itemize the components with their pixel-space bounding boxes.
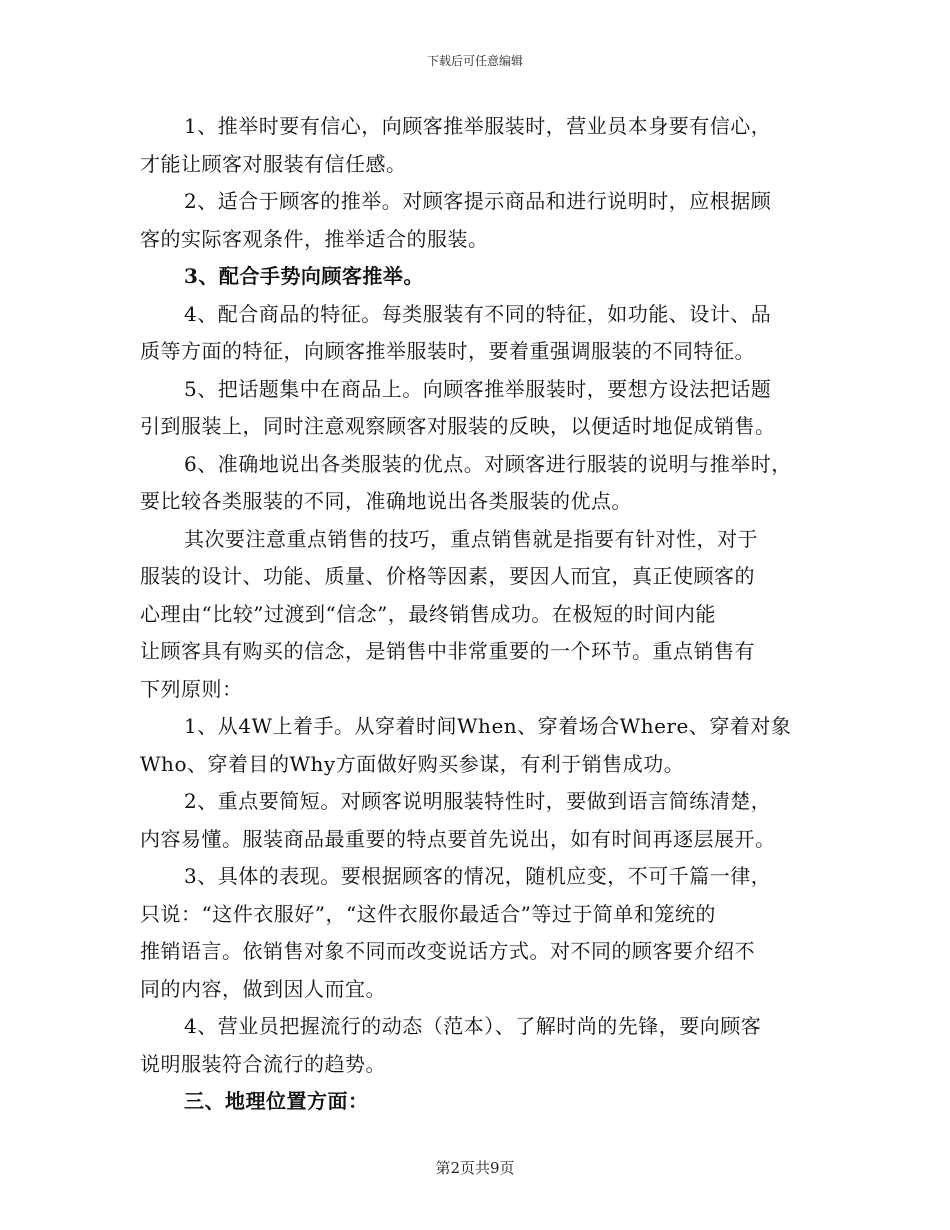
paragraph-line: 下列原则：	[140, 676, 243, 701]
paragraph-line: 推销语言。依销售对象不同而改变说话方式。对不同的顾客要介绍不	[140, 939, 755, 963]
paragraph-line: 才能让顾客对服装有信任感。	[140, 151, 407, 176]
page-number: 第2页共9页	[435, 1159, 515, 1177]
paragraph-line: 其次要注意重点销售的技巧，重点销售就是指要有针对性，对于	[184, 526, 758, 551]
paragraph-line: 让顾客具有购买的信念，是销售中非常重要的一个环节。重点销售有	[140, 639, 755, 663]
paragraph-line: 4、配合商品的特征。每类服装有不同的特征，如功能、设计、品	[184, 301, 772, 326]
paragraph-line: Who、穿着目的Why方面做好购买参谋，有利于销售成功。	[140, 751, 685, 776]
paragraph-line: 说明服装符合流行的趋势。	[140, 1051, 386, 1076]
paragraph-line: 只说：“这件衣服好”，“这件衣服你最适合”等过于简单和笼统的	[140, 901, 716, 926]
paragraph-line: 内容易懂。服装商品最重要的特点要首先说出，如有时间再逐层展开。	[140, 826, 776, 851]
paragraph-line: 4、营业员把握流行的动态（范本）、了解时尚的先锋，要向顾客	[184, 1014, 762, 1038]
paragraph-line: 服装的设计、功能、质量、价格等因素，要因人而宜，真正使顾客的	[140, 564, 755, 588]
paragraph-line: 质等方面的特征，向顾客推举服装时，要着重强调服装的不同特征。	[140, 339, 755, 363]
section-heading: 三、地理位置方面：	[184, 1089, 369, 1113]
paragraph-line: 客的实际客观条件，推举适合的服装。	[140, 226, 489, 251]
paragraph-line: 3、具体的表现。要根据顾客的情况，随机应变，不可千篇一律，	[184, 864, 772, 888]
paragraph-line: 要比较各类服装的不同，准确地说出各类服装的优点。	[140, 489, 632, 513]
paragraph-line: 1、从4W上着手。从穿着时间When、穿着场合Where、穿着对象	[184, 714, 792, 738]
paragraph-line: 5、把话题集中在商品上。向顾客推举服装时，要想方设法把话题	[184, 376, 772, 401]
paragraph-line: 引到服装上，同时注意观察顾客对服装的反映，以便适时地促成销售。	[140, 414, 776, 438]
paragraph-line: 1、推举时要有信心，向顾客推举服装时，营业员本身要有信心，	[184, 114, 772, 138]
document-body	[140, 108, 820, 1121]
paragraph-line: 同的内容，做到因人而宜。	[140, 976, 386, 1001]
page-header: 下载后可任意编辑	[426, 54, 523, 68]
paragraph-line: 6、准确地说出各类服装的优点。对顾客进行服装的说明与推举时，	[184, 451, 792, 476]
section-heading: 3、配合手势向顾客推举。	[184, 264, 424, 288]
paragraph-line: 2、重点要简短。对顾客说明服装特性时，要做到语言简练清楚，	[184, 789, 772, 813]
paragraph-line: 心理由“比较”过渡到“信念”，最终销售成功。在极短的时间内能	[140, 601, 716, 626]
paragraph-line: 2、适合于顾客的推举。对顾客提示商品和进行说明时，应根据顾	[184, 189, 772, 213]
